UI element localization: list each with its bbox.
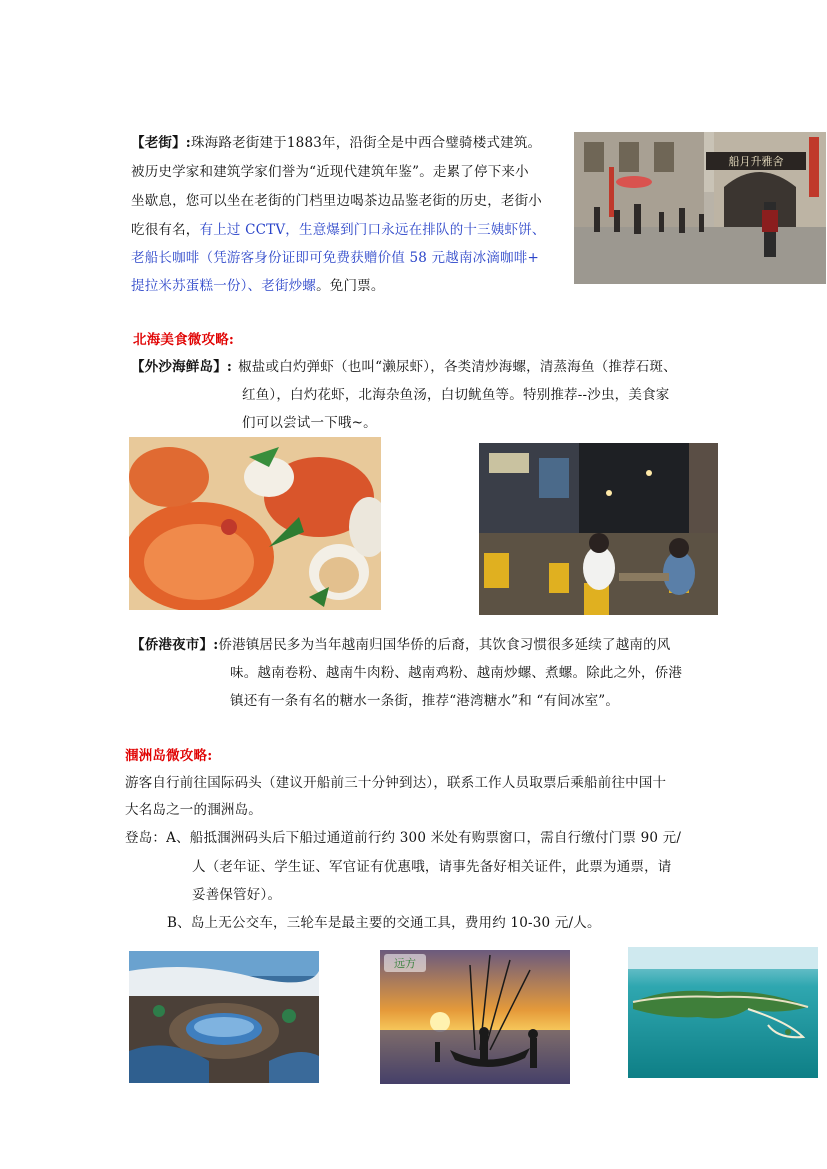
old-street-tag: 【老街】: bbox=[131, 135, 191, 151]
landing-label: 登岛：A、 bbox=[125, 830, 190, 846]
qiaogang-line-2: 味。越南卷粉、越南牛肉粉、越南鸡粉、越南炒螺、煮螺。除此之外，侨港 bbox=[230, 665, 683, 681]
weizhou-a-line-3: 妥善保管好）。 bbox=[192, 887, 282, 903]
shop-sign: 船月升雅舍 bbox=[728, 155, 784, 168]
weizhou-para-line-1: 游客自行前往国际码头（建议开船前三十分钟到达），联系工作人员取票后乘船前往中国十 bbox=[125, 775, 667, 791]
island-aerial-photo bbox=[628, 947, 818, 1078]
old-street-line-6: 提拉米苏蛋糕一份）、老街炒螺。免门票。 bbox=[131, 278, 385, 294]
waisha-tag: 【外沙海鲜岛】: bbox=[131, 359, 233, 375]
old-street-line-3: 坐歇息，您可以坐在老街的门档里边喝茶边品鉴老街的历史，老街小 bbox=[131, 193, 542, 209]
waisha-line-1: 【外沙海鲜岛】: 椒盐或白灼弹虾（也叫“濑尿虾），各类清炒海螺，清蒸海鱼（推荐石斑、 bbox=[131, 359, 677, 375]
old-street-line-1: 【老街】:珠海路老街建于1883年，沿街全是中西合璧骑楼式建筑。 bbox=[131, 135, 542, 151]
qiaogang-tag: 【侨港夜市】: bbox=[131, 637, 219, 653]
old-street-line-2: 被历史学家和建筑学家们誉为“近现代建筑年鉴”。走累了停下来小 bbox=[131, 164, 529, 180]
seafood-photo bbox=[129, 437, 381, 610]
coastal-rock-photo bbox=[129, 951, 319, 1083]
waisha-line-3: 们可以尝试一下哦~。 bbox=[242, 415, 377, 431]
old-street-line-5: 老船长咖啡（凭游客身份证即可免费获赠价值 58 元越南冰滴咖啡+ bbox=[131, 250, 539, 266]
cctv-highlight: 有上过 CCTV，生意爆到门口永远在排队的十三姨虾饼、 bbox=[199, 222, 546, 238]
waisha-line-2: 红鱼），白灼花虾，北海杂鱼汤，白切鱿鱼等。特别推荐--沙虫，美食家 bbox=[242, 387, 670, 403]
food-guide-title: 北海美食微攻略: bbox=[133, 332, 235, 348]
sunset-fishermen-photo bbox=[380, 950, 570, 1084]
night-market-photo bbox=[479, 443, 718, 615]
weizhou-b-line-1: B、岛上无公交车，三轮车是最主要的交通工具，费用约 10-30 元/人。 bbox=[167, 915, 601, 931]
old-street-line-4: 吃很有名，有上过 CCTV，生意爆到门口永远在排队的十三姨虾饼、 bbox=[131, 222, 546, 238]
weizhou-a-line-1: 登岛：A、船抵涠洲码头后下船过通道前行约 300 米处有购票窗口，需自行缴付门票 90 元/ bbox=[125, 830, 682, 846]
qiaogang-line-1: 【侨港夜市】:侨港镇居民多为当年越南归国华侨的后裔，其饮食习惯很多延续了越南的风 bbox=[131, 637, 671, 653]
old-street-photo bbox=[574, 132, 826, 284]
weizhou-a-line-2: 人（老年证、学生证、军官证有优惠哦，请事先备好相关证件，此票为通票，请 bbox=[192, 859, 672, 875]
qiaogang-line-3: 镇还有一条有名的糖水一条街，推荐“港湾糖水”和 “有间冰室”。 bbox=[230, 693, 620, 709]
weizhou-para-line-2: 大名岛之一的涠洲岛。 bbox=[125, 802, 262, 818]
photo-watermark: 远方 bbox=[394, 957, 416, 970]
weizhou-guide-title: 涠洲岛微攻略: bbox=[125, 748, 213, 764]
